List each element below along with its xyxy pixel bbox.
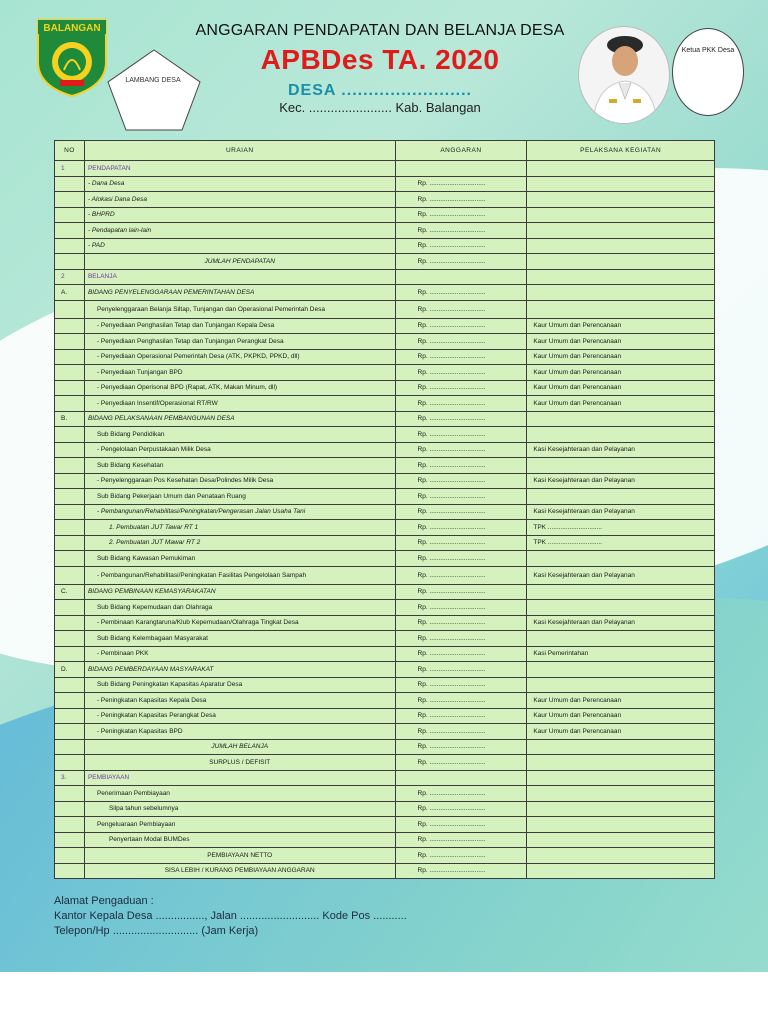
cell-pelaksana <box>527 223 715 239</box>
table-row <box>55 693 715 709</box>
cell-pelaksana: Kaur Umum dan Perencanaan <box>527 349 715 365</box>
cell-uraian: BIDANG PEMBINAAN KEMASYARAKATAN <box>84 584 395 600</box>
table-row <box>55 207 715 223</box>
cell-uraian: - PAD <box>84 238 395 254</box>
footer-line-3: Telepon/Hp ............................ (Jam Kerja) <box>54 925 259 937</box>
table-row <box>55 489 715 505</box>
cell-pelaksana <box>527 801 715 817</box>
cell-no <box>55 863 85 879</box>
table-row <box>55 646 715 662</box>
table-row <box>55 755 715 771</box>
cell-uraian: - Penyelenggaraan Pos Kesehatan Desa/Polindes Milik Desa <box>84 473 395 489</box>
table-row <box>55 615 715 631</box>
cell-pelaksana: Kaur Umum dan Perencanaan <box>527 724 715 740</box>
cell-uraian: - Pengelolaan Perpustakaan Milik Desa <box>84 442 395 458</box>
person-icon <box>579 27 670 124</box>
cell-no <box>55 551 85 567</box>
cell-pelaksana <box>527 458 715 474</box>
cell-uraian: Sub Bidang Kesehatan <box>84 458 395 474</box>
cell-pelaksana <box>527 269 715 285</box>
cell-no <box>55 192 85 208</box>
cell-anggaran: Rp. ............................... <box>395 832 527 848</box>
cell-pelaksana <box>527 427 715 443</box>
cell-pelaksana <box>527 832 715 848</box>
cell-pelaksana: Kaur Umum dan Perencanaan <box>527 365 715 381</box>
table-row <box>55 832 715 848</box>
cell-anggaran: Rp. ............................... <box>395 817 527 833</box>
cell-uraian: - Penyediaan Operisonal BPD (Rapat, ATK, Makan Minum, dll) <box>84 380 395 396</box>
cell-anggaran: Rp. ............................... <box>395 223 527 239</box>
cell-no <box>55 207 85 223</box>
cell-no <box>55 600 85 616</box>
cell-anggaran: Rp. ............................... <box>395 662 527 678</box>
cell-uraian: - Pembangunan/Rehabilitasi/Peningkatan Fasilitas Pengelolaan Sampah <box>84 566 395 584</box>
cell-pelaksana <box>527 600 715 616</box>
table-row <box>55 380 715 396</box>
cell-no <box>55 535 85 551</box>
cell-uraian: - Pembinaan PKK <box>84 646 395 662</box>
cell-no <box>55 832 85 848</box>
cell-uraian: - Penyediaan Penghasilan Tetap dan Tunjangan Kepala Desa <box>84 318 395 334</box>
cell-uraian: BIDANG PENYELENGGARAAN PEMERINTAHAN DESA <box>84 285 395 301</box>
cell-uraian: 1. Pembuatan JUT Tawar RT 1 <box>84 520 395 536</box>
table-row <box>55 161 715 177</box>
cell-no <box>55 396 85 412</box>
cell-pelaksana <box>527 755 715 771</box>
cell-uraian: Sub Bidang Kawasan Pemukiman <box>84 551 395 567</box>
cell-pelaksana <box>527 192 715 208</box>
cell-anggaran <box>395 770 527 786</box>
cell-uraian: - Alokasi Dana Desa <box>84 192 395 208</box>
cell-no: 3. <box>55 770 85 786</box>
cell-pelaksana <box>527 848 715 864</box>
cell-uraian: PEMBIAYAAN NETTO <box>84 848 395 864</box>
cell-uraian: - Penyediaan Operasional Pemerintah Desa (ATK, PKPKD, PPKD, dll) <box>84 349 395 365</box>
table-row <box>55 848 715 864</box>
cell-anggaran: Rp. ............................... <box>395 615 527 631</box>
footer-line-1: Alamat Pengaduan : <box>54 895 154 907</box>
cell-pelaksana: TPK .............................. <box>527 535 715 551</box>
cell-anggaran: Rp. ............................... <box>395 693 527 709</box>
cell-pelaksana: Kaur Umum dan Perencanaan <box>527 396 715 412</box>
cell-pelaksana <box>527 786 715 802</box>
cell-pelaksana <box>527 176 715 192</box>
cell-no <box>55 349 85 365</box>
table-row <box>55 631 715 647</box>
cell-uraian: - Penyediaan Penghasilan Tetap dan Tunjangan Perangkat Desa <box>84 334 395 350</box>
cell-anggaran: Rp. ............................... <box>395 365 527 381</box>
cell-anggaran: Rp. ............................... <box>395 285 527 301</box>
cell-pelaksana <box>527 285 715 301</box>
cell-pelaksana: Kasi Kesejahteraan dan Pelayanan <box>527 442 715 458</box>
table-row <box>55 176 715 192</box>
cell-uraian: PENDAPATAN <box>84 161 395 177</box>
table-body <box>55 161 715 879</box>
cell-anggaran: Rp. ............................... <box>395 631 527 647</box>
cell-uraian: JUMLAH PENDAPATAN <box>84 254 395 270</box>
cell-pelaksana <box>527 161 715 177</box>
cell-uraian: - Pembangunan/Rehabilitasi/Peningkatan/Pengerasan Jalan Usaha Tani <box>84 504 395 520</box>
cell-pelaksana: Kaur Umum dan Perencanaan <box>527 318 715 334</box>
cell-uraian: Sub Bidang Kepemudaan dan Olahraga <box>84 600 395 616</box>
cell-no <box>55 334 85 350</box>
cell-pelaksana <box>527 238 715 254</box>
table-row <box>55 442 715 458</box>
table-row <box>55 365 715 381</box>
cell-no: B. <box>55 411 85 427</box>
cell-uraian: BIDANG PEMBERDAYAAN MASYARAKAT <box>84 662 395 678</box>
cell-pelaksana <box>527 631 715 647</box>
cell-anggaran: Rp. ............................... <box>395 724 527 740</box>
cell-no <box>55 442 85 458</box>
cell-anggaran: Rp. ............................... <box>395 396 527 412</box>
cell-pelaksana: Kasi Kesejahteraan dan Pelayanan <box>527 473 715 489</box>
kepala-desa-photo <box>578 26 670 124</box>
cell-no <box>55 693 85 709</box>
cell-pelaksana: Kasi Pemerintahan <box>527 646 715 662</box>
table-row <box>55 662 715 678</box>
cell-anggaran: Rp. ............................... <box>395 411 527 427</box>
cell-no <box>55 566 85 584</box>
pkk-label: Ketua PKK Desa <box>681 47 735 54</box>
table-row <box>55 427 715 443</box>
cell-uraian: - Dana Desa <box>84 176 395 192</box>
cell-pelaksana: Kaur Umum dan Perencanaan <box>527 693 715 709</box>
table-row <box>55 254 715 270</box>
cell-anggaran: Rp. ............................... <box>395 566 527 584</box>
cell-no <box>55 677 85 693</box>
cell-no: D. <box>55 662 85 678</box>
cell-pelaksana: Kasi Kesejahteraan dan Pelayanan <box>527 566 715 584</box>
table-header-row <box>55 141 715 161</box>
kec-line: Kec. ....................... Kab. Balangan <box>279 100 481 115</box>
cell-uraian: Penyertaan Modal BUMDes <box>84 832 395 848</box>
cell-anggaran: Rp. ............................... <box>395 176 527 192</box>
cell-anggaran: Rp. ............................... <box>395 318 527 334</box>
cell-no <box>55 427 85 443</box>
cell-anggaran: Rp. ............................... <box>395 254 527 270</box>
cell-pelaksana: Kaur Umum dan Perencanaan <box>527 380 715 396</box>
cell-anggaran: Rp. ............................... <box>395 755 527 771</box>
cell-uraian: - Penyediaan Tunjangan BPD <box>84 365 395 381</box>
cell-pelaksana <box>527 662 715 678</box>
table-row <box>55 786 715 802</box>
cell-no <box>55 786 85 802</box>
footer-contact <box>54 894 407 939</box>
table-row <box>55 708 715 724</box>
table-row <box>55 192 715 208</box>
cell-uraian: 2. Pembuatan JUT Mawar RT 2 <box>84 535 395 551</box>
cell-pelaksana: TPK .............................. <box>527 520 715 536</box>
cell-no: 1 <box>55 161 85 177</box>
table-row <box>55 535 715 551</box>
cell-pelaksana <box>527 817 715 833</box>
lambang-label: LAMBANG DESA <box>125 77 181 84</box>
table-row <box>55 396 715 412</box>
cell-uraian: - Pendapatan lain-lain <box>84 223 395 239</box>
table-row <box>55 566 715 584</box>
cell-uraian: BELANJA <box>84 269 395 285</box>
cell-anggaran: Rp. ............................... <box>395 349 527 365</box>
table-row <box>55 551 715 567</box>
cell-anggaran: Rp. ............................... <box>395 489 527 505</box>
cell-no <box>55 223 85 239</box>
cell-uraian: - Peningkatan Kapasitas Perangkat Desa <box>84 708 395 724</box>
cell-pelaksana: Kaur Umum dan Perencanaan <box>527 708 715 724</box>
cell-no <box>55 848 85 864</box>
cell-anggaran: Rp. ............................... <box>395 427 527 443</box>
title-line1: ANGGARAN PENDAPATAN DAN BELANJA DESA <box>195 22 565 39</box>
cell-anggaran: Rp. ............................... <box>395 739 527 755</box>
cell-uraian: PEMBIAYAAN <box>84 770 395 786</box>
cell-uraian: JUMLAH BELANJA <box>84 739 395 755</box>
cell-no: C. <box>55 584 85 600</box>
cell-anggaran: Rp. ............................... <box>395 334 527 350</box>
cell-no <box>55 755 85 771</box>
cell-pelaksana <box>527 677 715 693</box>
cell-uraian: Silpa tahun sebelumnya <box>84 801 395 817</box>
table-row <box>55 739 715 755</box>
table-row <box>55 520 715 536</box>
apbdes-table <box>54 140 715 879</box>
ketua-pkk-photo-placeholder <box>672 28 744 116</box>
cell-no <box>55 318 85 334</box>
cell-pelaksana <box>527 770 715 786</box>
cell-pelaksana <box>527 739 715 755</box>
cell-no <box>55 254 85 270</box>
cell-anggaran: Rp. ............................... <box>395 238 527 254</box>
cell-anggaran: Rp. ............................... <box>395 520 527 536</box>
cell-uraian: - BHPRD <box>84 207 395 223</box>
table-row <box>55 504 715 520</box>
cell-no <box>55 817 85 833</box>
cell-no: A. <box>55 285 85 301</box>
cell-anggaran <box>395 269 527 285</box>
cell-uraian: Penyelenggaraan Belanja Siltap, Tunjangan dan Operasional Pemerintah Desa <box>84 300 395 318</box>
cell-pelaksana <box>527 207 715 223</box>
table-row <box>55 801 715 817</box>
cell-uraian: SISA LEBIH / KURANG PEMBIAYAAN ANGGARAN <box>84 863 395 879</box>
table-row <box>55 349 715 365</box>
col-header-pelaksana: PELAKSANA KEGIATAN <box>527 141 715 161</box>
cell-uraian: BIDANG PELAKSANAAN PEMBANGUNAN DESA <box>84 411 395 427</box>
cell-pelaksana: Kasi Kesejahteraan dan Pelayanan <box>527 615 715 631</box>
cell-no <box>55 365 85 381</box>
desa-line: DESA ........................ <box>288 82 472 99</box>
cell-anggaran: Rp. ............................... <box>395 458 527 474</box>
cell-no <box>55 646 85 662</box>
cell-pelaksana <box>527 551 715 567</box>
cell-anggaran <box>395 161 527 177</box>
cell-anggaran: Rp. ............................... <box>395 600 527 616</box>
table-row <box>55 584 715 600</box>
cell-pelaksana: Kaur Umum dan Perencanaan <box>527 334 715 350</box>
cell-uraian: Sub Bidang Peningkatan Kapasitas Aparatur Desa <box>84 677 395 693</box>
col-header-uraian: URAIAN <box>84 141 395 161</box>
cell-no <box>55 380 85 396</box>
cell-no <box>55 238 85 254</box>
cell-pelaksana <box>527 584 715 600</box>
cell-uraian: Sub Bidang Pendidikan <box>84 427 395 443</box>
cell-anggaran: Rp. ............................... <box>395 786 527 802</box>
table-row <box>55 411 715 427</box>
table-row <box>55 285 715 301</box>
cell-no <box>55 739 85 755</box>
table-row <box>55 600 715 616</box>
cell-anggaran: Rp. ............................... <box>395 207 527 223</box>
table-row <box>55 269 715 285</box>
cell-uraian: - Peningkatan Kapasitas BPD <box>84 724 395 740</box>
cell-pelaksana <box>527 300 715 318</box>
cell-anggaran: Rp. ............................... <box>395 380 527 396</box>
cell-anggaran: Rp. ............................... <box>395 300 527 318</box>
cell-no <box>55 300 85 318</box>
cell-anggaran: Rp. ............................... <box>395 535 527 551</box>
logo-text: BALANGAN <box>43 23 101 34</box>
cell-no <box>55 473 85 489</box>
cell-uraian: - Penyediaan Insentif/Operasional RT/RW <box>84 396 395 412</box>
cell-pelaksana <box>527 254 715 270</box>
table-row <box>55 677 715 693</box>
table-row <box>55 770 715 786</box>
table-row <box>55 334 715 350</box>
cell-no <box>55 176 85 192</box>
col-header-anggaran: ANGGARAN <box>395 141 527 161</box>
cell-uraian: Sub Bidang Kelembagaan Masyarakat <box>84 631 395 647</box>
cell-no <box>55 708 85 724</box>
cell-no <box>55 801 85 817</box>
table-row <box>55 473 715 489</box>
cell-no <box>55 724 85 740</box>
cell-no <box>55 458 85 474</box>
table-row <box>55 458 715 474</box>
cell-uraian: SURPLUS / DEFISIT <box>84 755 395 771</box>
table-row <box>55 238 715 254</box>
cell-no <box>55 504 85 520</box>
cell-anggaran: Rp. ............................... <box>395 473 527 489</box>
cell-anggaran: Rp. ............................... <box>395 192 527 208</box>
title-line2: APBDes TA. 2020 <box>260 44 500 75</box>
cell-anggaran: Rp. ............................... <box>395 801 527 817</box>
cell-no <box>55 489 85 505</box>
col-header-no: NO <box>55 141 85 161</box>
cell-anggaran: Rp. ............................... <box>395 708 527 724</box>
balangan-logo <box>30 14 114 98</box>
cell-pelaksana <box>527 489 715 505</box>
cell-anggaran: Rp. ............................... <box>395 848 527 864</box>
cell-pelaksana: Kasi Kesejahteraan dan Pelayanan <box>527 504 715 520</box>
table-row <box>55 223 715 239</box>
table-row <box>55 300 715 318</box>
cell-uraian: - Peningkatan Kapasitas Kepala Desa <box>84 693 395 709</box>
table-row <box>55 724 715 740</box>
cell-no <box>55 520 85 536</box>
footer-line-2: Kantor Kepala Desa ................, Jalan .......................... Kode Pos ........... <box>54 910 407 922</box>
table-row <box>55 817 715 833</box>
cell-anggaran: Rp. ............................... <box>395 646 527 662</box>
cell-no <box>55 631 85 647</box>
table-row <box>55 863 715 879</box>
cell-anggaran: Rp. ............................... <box>395 584 527 600</box>
cell-anggaran: Rp. ............................... <box>395 863 527 879</box>
cell-anggaran: Rp. ............................... <box>395 677 527 693</box>
table-row <box>55 318 715 334</box>
cell-uraian: Sub Bidang Pekerjaan Umum dan Penataan Ruang <box>84 489 395 505</box>
cell-pelaksana <box>527 411 715 427</box>
cell-uraian: - Pembinaan Karangtaruna/Klub Kepemudaan/Olahraga Tingkat Desa <box>84 615 395 631</box>
cell-uraian: Penerimaan Pembiayaan <box>84 786 395 802</box>
cell-anggaran: Rp. ............................... <box>395 504 527 520</box>
cell-no <box>55 615 85 631</box>
cell-uraian: Pengeluaraan Pembiayaan <box>84 817 395 833</box>
cell-no: 2 <box>55 269 85 285</box>
cell-anggaran: Rp. ............................... <box>395 442 527 458</box>
cell-pelaksana <box>527 863 715 879</box>
cell-anggaran: Rp. ............................... <box>395 551 527 567</box>
